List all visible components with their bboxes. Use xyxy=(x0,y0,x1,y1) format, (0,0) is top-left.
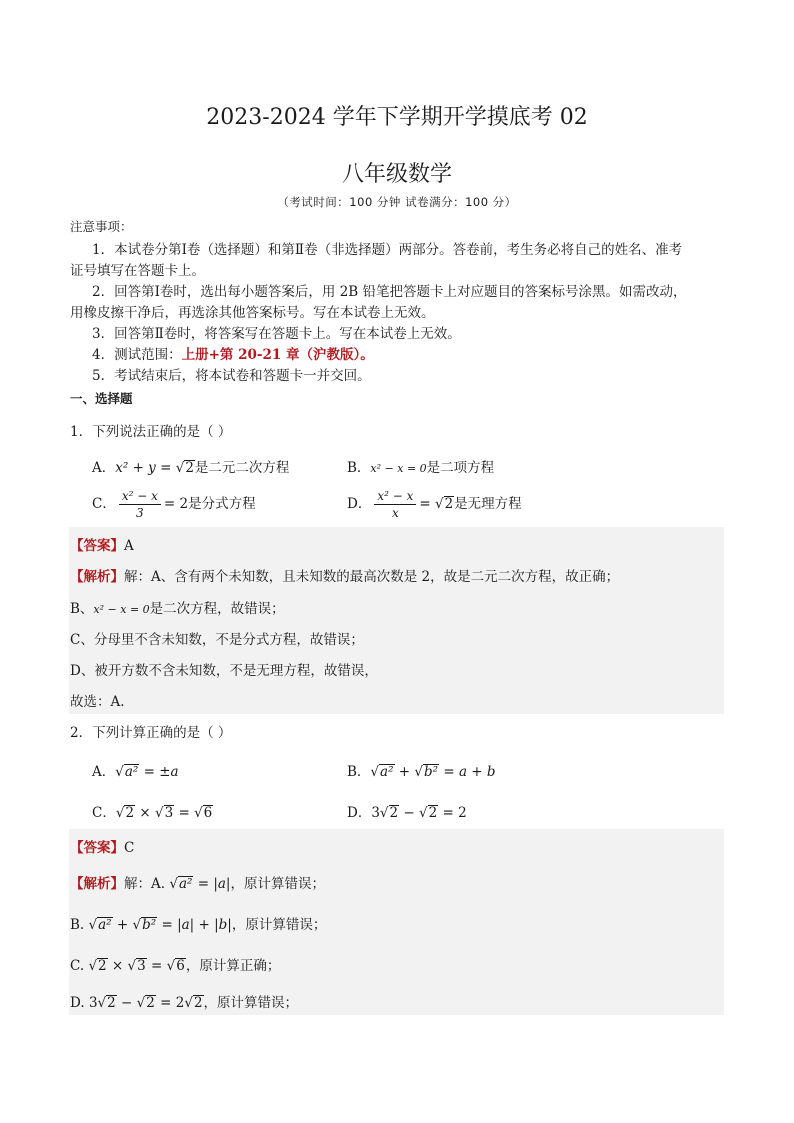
math-operator: − xyxy=(116,995,137,1011)
radicand: 6 xyxy=(176,958,185,974)
analysis-text: ，原计算错误； xyxy=(203,995,299,1011)
radical-sign xyxy=(89,917,98,933)
radical-sign xyxy=(133,917,142,933)
math-operator: + xyxy=(112,917,133,933)
q1-stem: 1．下列说法正确的是（ ） xyxy=(70,424,232,440)
q1-answer-panel xyxy=(69,527,724,714)
radical-sign xyxy=(176,460,185,476)
q2-stem: 2．下列计算正确的是（ ） xyxy=(70,725,232,741)
option-text: 是无理方程 xyxy=(454,496,522,512)
option-text: 是二项方程 xyxy=(426,460,495,476)
answer-tag: 【答案】 xyxy=(70,840,124,856)
note-4 xyxy=(92,343,374,363)
analysis-prefix: D. xyxy=(70,995,89,1011)
note-4-prefix: 4．测试范围： xyxy=(92,347,182,363)
test-range: 上册+第 20-21 章（沪教版）。 xyxy=(181,347,374,363)
radicand: 6 xyxy=(203,805,213,821)
notes-heading: 注意事项： xyxy=(70,219,133,234)
math-expression: = |a| + |b| xyxy=(157,917,232,933)
math-expression: x² − x = 0 xyxy=(93,603,150,616)
option-label: D． xyxy=(347,496,372,512)
math-expression: = xyxy=(419,496,435,512)
radical-sign xyxy=(169,876,178,892)
q1-analysis-line-5: 故选：A. xyxy=(70,694,125,710)
note-5: 5．考试结束后，将本试卷和答题卡一并交回。 xyxy=(92,368,371,384)
option-label: A． xyxy=(92,764,116,780)
radical-sign xyxy=(98,995,107,1011)
q2-option-c xyxy=(92,801,213,821)
denominator: x xyxy=(391,506,399,520)
radicand: 3 xyxy=(164,805,174,821)
math-operator: × xyxy=(135,805,155,821)
fraction xyxy=(374,488,416,521)
radicand: 2 xyxy=(193,995,203,1011)
analysis-text: 解：A、含有两个未知数，且未知数的最高次数是 2，故是二元二次方程，故正确； xyxy=(124,569,620,585)
radical-sign xyxy=(137,995,146,1011)
option-label: D． xyxy=(347,805,372,821)
analysis-text: ，原计算正确； xyxy=(185,958,281,974)
analysis-prefix: C. xyxy=(70,958,89,974)
exam-title: 2023-2024 学年下学期开学摸底考 02 xyxy=(206,105,588,130)
analysis-prefix: B. xyxy=(70,917,89,933)
radical-sign xyxy=(414,764,423,780)
radical-sign xyxy=(116,805,125,821)
radicand: 2 xyxy=(98,958,107,974)
numerator: x² − x xyxy=(119,488,161,505)
math-operator: = xyxy=(174,805,195,821)
option-label: B． xyxy=(347,764,371,780)
math-expression: = 2 xyxy=(163,496,189,512)
q1-option-b xyxy=(347,456,494,476)
radicand: a² xyxy=(124,764,139,780)
option-label: C． xyxy=(92,805,116,821)
radical-sign xyxy=(194,805,203,821)
radicand: 2 xyxy=(389,805,399,821)
radical-sign xyxy=(155,805,164,821)
analysis-tag: 【解析】 xyxy=(70,876,124,892)
option-text: 是二元二次方程 xyxy=(194,460,290,476)
radical-sign xyxy=(184,995,193,1011)
math-expression: = a + b xyxy=(439,764,496,780)
option-label: A． xyxy=(92,460,116,476)
numerator: x² − x xyxy=(374,488,416,505)
analysis-prefix: 解：A. xyxy=(124,876,170,892)
q1-analysis-line-2 xyxy=(70,597,285,617)
q2-analysis-b xyxy=(70,913,326,933)
radical-sign xyxy=(128,958,137,974)
radicand: a² xyxy=(380,764,394,780)
math-operator: = xyxy=(146,958,167,974)
radicand: a² xyxy=(178,876,193,892)
q1-option-c xyxy=(92,488,256,521)
radical-sign xyxy=(370,764,379,780)
note-3: 3．回答第Ⅱ卷时，将答案写在答题卡上。写在本试卷上无效。 xyxy=(92,326,461,342)
analysis-text: 是二次方程，故错误； xyxy=(149,601,285,617)
math-operator: + xyxy=(394,764,415,780)
q2-option-a xyxy=(92,760,179,780)
note-1-line-2: 证号填写在答题卡上。 xyxy=(70,263,205,279)
math-expression: x² + y = xyxy=(115,460,176,476)
q2-analysis-a xyxy=(70,872,325,892)
radicand: 2 xyxy=(428,805,438,821)
analysis-tag: 【解析】 xyxy=(70,569,124,585)
answer-value: A xyxy=(124,538,134,554)
math-expression: x² − x = 0 xyxy=(370,462,427,475)
denominator: 3 xyxy=(136,506,144,520)
radicand: 3 xyxy=(137,958,146,974)
analysis-text: ，原计算错误； xyxy=(230,876,325,892)
math-expression: = |a| xyxy=(193,876,231,892)
radicand: 2 xyxy=(185,460,194,476)
q2-answer xyxy=(70,836,134,856)
radical-sign xyxy=(435,496,444,512)
radicand: b² xyxy=(424,764,439,780)
note-2-line-2: 用橡皮擦干净后，再选涂其他答案标号。写在本试卷上无效。 xyxy=(70,305,435,321)
q1-option-a xyxy=(92,456,289,476)
math-operator: × xyxy=(107,958,128,974)
math-operator: − xyxy=(399,805,420,821)
q1-analysis-line-3: C、分母里不含未知数，不是分式方程，故错误； xyxy=(70,632,364,648)
q2-analysis-c xyxy=(70,954,280,974)
subject-title: 八年级数学 xyxy=(341,162,452,187)
radical-sign xyxy=(167,958,176,974)
q2-option-b xyxy=(347,760,496,780)
radicand: 2 xyxy=(146,995,155,1011)
analysis-text: ，原计算错误； xyxy=(231,917,327,933)
q1-analysis-line-4: D、被开方数不含未知数，不是无理方程，故错误， xyxy=(70,663,378,679)
math-expression: = ±a xyxy=(139,764,179,780)
q2-option-d xyxy=(347,801,467,821)
option-label: B． xyxy=(347,460,371,476)
q1-analysis-line-1 xyxy=(70,565,619,585)
section-heading: 一、选择题 xyxy=(70,391,133,406)
answer-value: C xyxy=(124,840,135,856)
coefficient: 3 xyxy=(371,805,380,821)
radicand: 2 xyxy=(107,995,116,1011)
math-expression: = 2 xyxy=(438,805,467,821)
q1-option-d xyxy=(347,488,522,521)
radicand: 2 xyxy=(444,496,454,512)
radical-sign xyxy=(380,805,389,821)
q1-answer xyxy=(70,534,134,554)
radicand: a² xyxy=(98,917,112,933)
q2-analysis-d xyxy=(70,991,298,1011)
note-1-line-1: 1．本试卷分第Ⅰ卷（选择题）和第Ⅱ卷（非选择题）两部分。答卷前，考生务必将自己的姓名、准考 xyxy=(92,242,683,258)
coefficient: 3 xyxy=(88,995,98,1011)
radical-sign xyxy=(88,958,97,974)
option-text: 是分式方程 xyxy=(188,496,256,512)
answer-tag: 【答案】 xyxy=(70,538,124,554)
exam-info: （考试时间：100 分钟 试卷满分：100 分） xyxy=(277,195,517,209)
note-2-line-1: 2．回答第Ⅰ卷时，选出每小题答案后，用 2B 铅笔把答题卡上对应题目的答案标号涂黑。如需改动， xyxy=(92,284,687,300)
math-expression: = 2 xyxy=(155,995,185,1011)
option-label: C． xyxy=(92,496,116,512)
fraction xyxy=(119,488,161,521)
analysis-prefix: B、 xyxy=(70,601,94,617)
radical-sign xyxy=(115,764,124,780)
radicand: 2 xyxy=(125,805,135,821)
radicand: b² xyxy=(142,917,157,933)
radical-sign xyxy=(419,805,428,821)
